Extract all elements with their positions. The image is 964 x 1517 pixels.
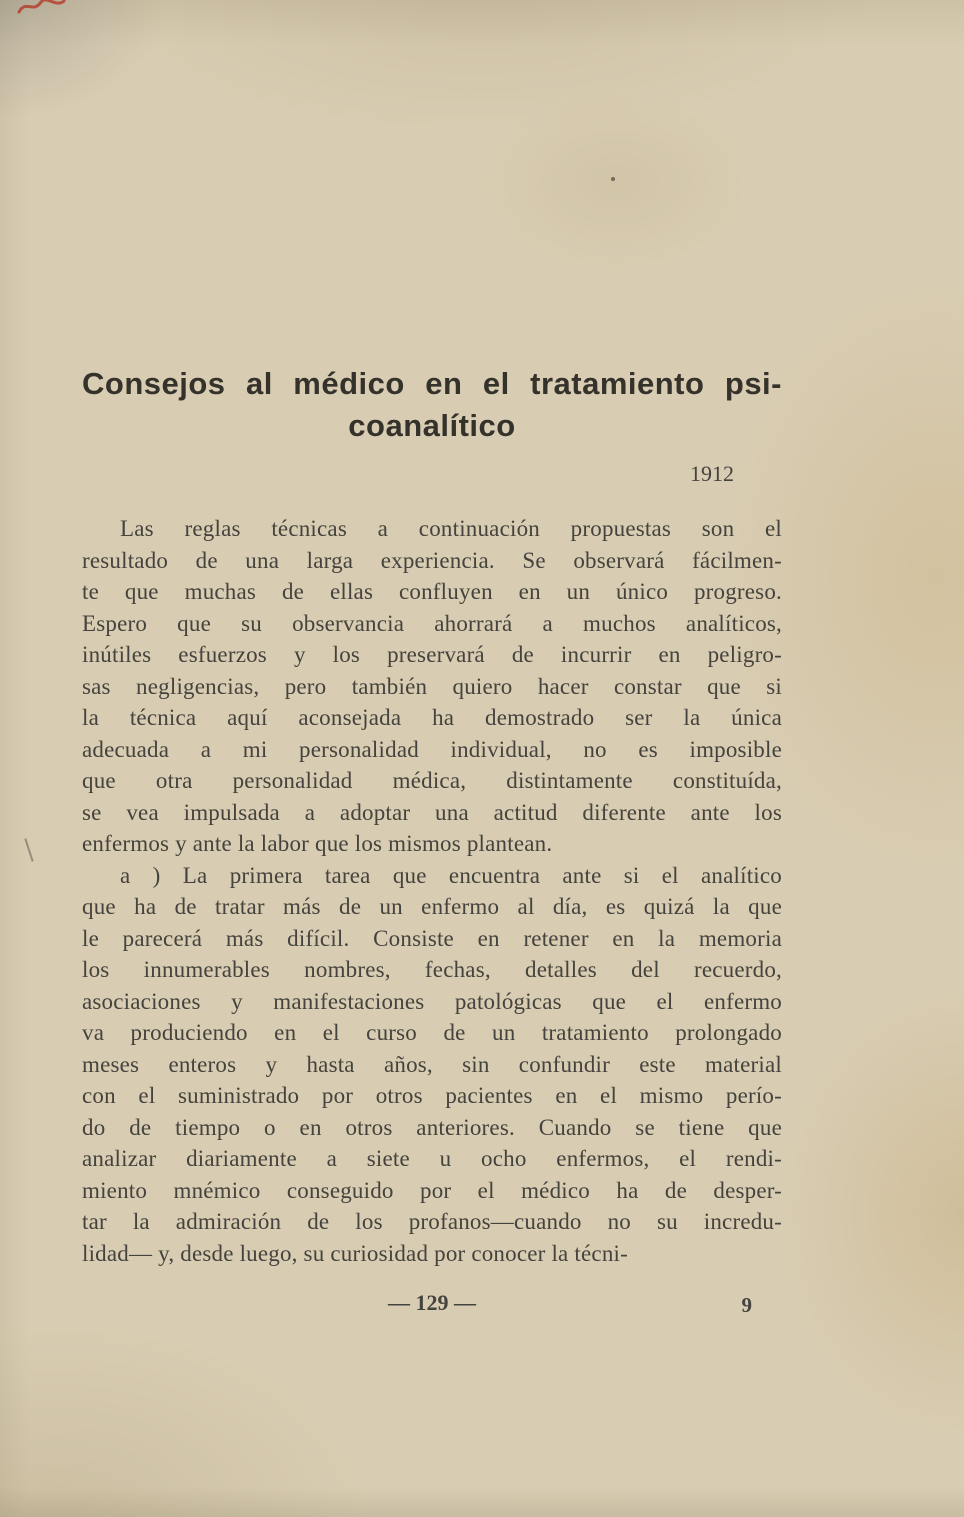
page-footer	[82, 1290, 782, 1320]
text-line: los innumerables nombres, fechas, detalles del recuerdo,	[82, 957, 782, 982]
text-line: que ha de tratar más de un enfermo al día, es quizá la que	[82, 894, 782, 919]
text-line: tar la admiración de los profanos—cuando no su incredu-	[82, 1209, 782, 1234]
page-content	[82, 363, 782, 1269]
text-line: va produciendo en el curso de un tratamiento prolongado	[82, 1020, 782, 1045]
chapter-title-line2: coanalítico	[348, 408, 516, 443]
chapter-title	[82, 363, 782, 447]
chapter-year: 1912	[690, 461, 734, 486]
text-line: inútiles esfuerzos y los preservará de incurrir en peligro-	[82, 642, 782, 667]
margin-pen-mark	[24, 838, 33, 861]
paragraph	[82, 513, 782, 860]
signature-number: 9	[741, 1293, 752, 1317]
text-line: asociaciones y manifestaciones patológicas que el enfermo	[82, 988, 782, 1014]
red-pen-mark	[16, 0, 72, 18]
text-line: la técnica aquí aconsejada ha demostrado ser la única	[82, 705, 782, 730]
text-line: Espero que su observancia ahorrará a muchos analíticos,	[82, 610, 782, 636]
text-line: Las reglas técnicas a continuación propuestas son el	[120, 516, 782, 541]
page-number: — 129 —	[388, 1290, 476, 1315]
text-line: sas negligencias, pero también quiero hacer constar que si	[82, 673, 782, 699]
text-line: meses enteros y hasta años, sin confundir este material	[82, 1051, 782, 1077]
body-text	[82, 513, 782, 1269]
ink-speck	[611, 177, 615, 181]
text-line: te que muchas de ellas confluyen en un único progreso.	[82, 579, 782, 604]
text-line: adecuada a mi personalidad individual, no es imposible	[82, 736, 782, 762]
text-line: se vea impulsada a adoptar una actitud diferente ante los	[82, 799, 782, 825]
text-line: con el suministrado por otros pacientes en el mismo perío-	[82, 1083, 782, 1108]
text-line: do de tiempo o en otros anteriores. Cuando se tiene que	[82, 1114, 782, 1140]
text-line: que otra personalidad médica, distintamente constituída,	[82, 768, 782, 793]
text-line: a ) La primera tarea que encuentra ante si el analítico	[120, 862, 782, 888]
text-line: le parecerá más difícil. Consiste en retener en la memoria	[82, 925, 782, 951]
text-line: enfermos y ante la labor que los mismos plantean.	[82, 831, 553, 856]
chapter-title-line1: Consejos al médico en el tratamiento psi-	[82, 366, 782, 401]
paragraph	[82, 860, 782, 1270]
text-line: miento mnémico conseguido por el médico ha de desper-	[82, 1177, 782, 1203]
text-line: analizar diariamente a siete u ocho enfermos, el rendi-	[82, 1146, 782, 1171]
text-line: resultado de una larga experiencia. Se observará fácilmen-	[82, 547, 782, 573]
text-line: lidad— y, desde luego, su curiosidad por conocer la técni-	[82, 1240, 628, 1266]
